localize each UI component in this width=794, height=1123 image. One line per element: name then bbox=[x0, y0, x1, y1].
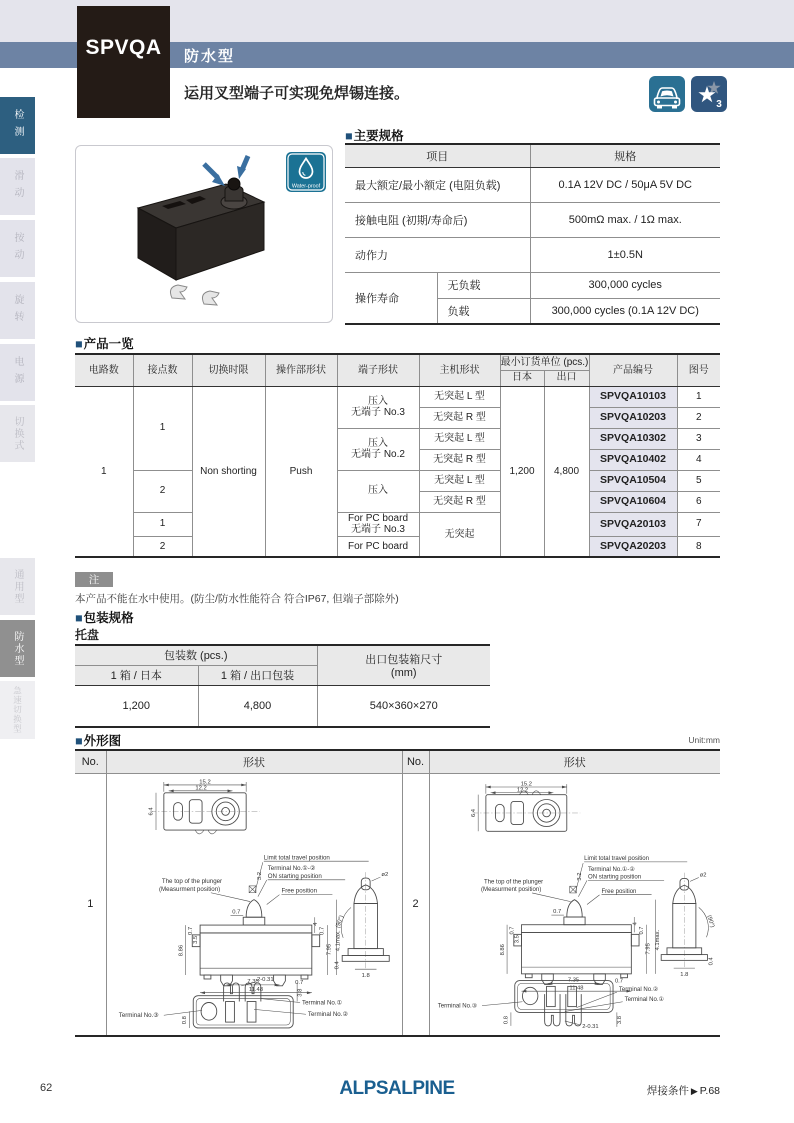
pack-col-japan: 1 箱 / 日本 bbox=[75, 665, 198, 685]
svg-text:0.7: 0.7 bbox=[319, 926, 326, 935]
soldering-conditions-link: 焊接条件 ▶ P.68 bbox=[646, 1085, 720, 1097]
cell-fig-number: 8 bbox=[677, 536, 720, 557]
svg-text:3.8: 3.8 bbox=[297, 988, 304, 997]
cell-housing: 无突起 R 型 bbox=[419, 491, 500, 512]
cell-housing: 无突起 R 型 bbox=[419, 449, 500, 470]
svg-text:Terminal No.①-②: Terminal No.①-② bbox=[267, 864, 316, 872]
svg-text:1.8: 1.8 bbox=[361, 972, 370, 979]
col-part: 产品编号 bbox=[589, 354, 677, 386]
star-count: 3 bbox=[716, 99, 722, 110]
svg-text:0.7: 0.7 bbox=[615, 978, 624, 985]
fig1-position-labels bbox=[159, 854, 369, 904]
sidebar-item-general: 通用型 bbox=[0, 558, 35, 615]
draw-shape-2 bbox=[429, 773, 720, 1036]
svg-text:7.35: 7.35 bbox=[568, 977, 580, 984]
svg-text:6.4: 6.4 bbox=[148, 807, 155, 816]
svg-text:(90°): (90°) bbox=[705, 914, 716, 929]
cell-part-number: SPVQA20203 bbox=[589, 536, 677, 557]
svg-text:11.48: 11.48 bbox=[569, 985, 584, 992]
svg-text:Terminal No.①-②: Terminal No.①-② bbox=[588, 866, 636, 873]
svg-text:ON starting position: ON starting position bbox=[267, 872, 322, 880]
product-list-table bbox=[75, 353, 720, 558]
cell-housing: 无突起 R 型 bbox=[419, 407, 500, 428]
svg-text:Terminal No.②: Terminal No.② bbox=[619, 986, 659, 993]
col-circuits: 电路数 bbox=[75, 354, 133, 386]
col-moq: 最小订货单位 (pcs.) bbox=[500, 354, 589, 370]
sidebar-item-snap: 急速切换型 bbox=[0, 681, 35, 739]
draw-col-shape: 形状 bbox=[429, 750, 720, 773]
cell-timing: Non shorting bbox=[192, 386, 265, 557]
spec-value: 300,000 cycles (0.1A 12V DC) bbox=[530, 298, 720, 324]
spec-item: 接触电阻 (初期/寿命后) bbox=[345, 202, 530, 237]
cell-terminal: For PC board bbox=[337, 536, 419, 557]
svg-text:0.8: 0.8 bbox=[503, 1015, 510, 1024]
fig1-top-view bbox=[149, 779, 260, 833]
cell-contacts: 2 bbox=[133, 470, 192, 512]
pack-export-qty: 4,800 bbox=[198, 685, 317, 727]
fig2-side-view bbox=[500, 899, 661, 992]
cell-part-number: SPVQA10302 bbox=[589, 428, 677, 449]
spec-life-cond: 负载 bbox=[437, 298, 530, 324]
draw-col-shape: 形状 bbox=[106, 750, 402, 773]
svg-text:1.8: 1.8 bbox=[680, 971, 689, 978]
pack-col-qty: 包装数 (pcs.) bbox=[75, 645, 317, 665]
cell-fig-number: 6 bbox=[677, 491, 720, 512]
tagline: 运用叉型端子可实现免焊锡连接。 bbox=[184, 85, 410, 102]
svg-text:4.1max.: 4.1max. bbox=[335, 930, 342, 951]
svg-text:(Measurment position): (Measurment position) bbox=[158, 885, 221, 893]
packaging-subtitle: 托盘 bbox=[75, 628, 100, 642]
svg-text:15.2: 15.2 bbox=[199, 779, 211, 786]
col-timing: 切换时限 bbox=[192, 354, 265, 386]
svg-text:The top of the plunger: The top of the plunger bbox=[161, 877, 223, 885]
svg-text:ø2: ø2 bbox=[381, 871, 389, 878]
car-icon bbox=[649, 76, 685, 112]
note-badge: 注 bbox=[75, 572, 113, 587]
cell-part-number: SPVQA10504 bbox=[589, 470, 677, 491]
cell-part-number: SPVQA10604 bbox=[589, 491, 677, 512]
fig2-position-labels bbox=[481, 856, 687, 904]
svg-text:3.8: 3.8 bbox=[617, 1015, 624, 1024]
cell-terminal: For PC board 无端子 No.3 bbox=[337, 512, 419, 536]
pack-japan-qty: 1,200 bbox=[75, 685, 198, 727]
cell-part-number: SPVQA10402 bbox=[589, 449, 677, 470]
automotive-icon bbox=[649, 76, 685, 112]
svg-text:8.86: 8.86 bbox=[178, 944, 185, 957]
waterproof-label: Water-proof bbox=[291, 183, 321, 190]
col-japan: 日本 bbox=[500, 370, 544, 386]
draw-no-2: 2 bbox=[402, 773, 429, 1036]
svg-text:6.4: 6.4 bbox=[471, 808, 478, 817]
spec-value: 500mΩ max. / 1Ω max. bbox=[530, 202, 720, 237]
svg-text:4: 4 bbox=[313, 922, 320, 926]
svg-text:Terminal No.③: Terminal No.③ bbox=[437, 1003, 478, 1010]
svg-text:0.7: 0.7 bbox=[232, 909, 241, 916]
pack-box-size: 540×360×270 bbox=[317, 685, 490, 727]
products-section-heading: ■产品一览 bbox=[75, 337, 134, 351]
spec-item-life: 操作寿命 bbox=[345, 272, 437, 324]
pack-col-box: 出口包装箱尺寸 (mm) bbox=[317, 645, 490, 685]
fig2-plunger-detail bbox=[661, 872, 715, 977]
svg-text:0.7: 0.7 bbox=[509, 926, 516, 935]
category-label: 防水型 bbox=[184, 47, 236, 65]
cell-terminal: 压入 bbox=[337, 470, 419, 512]
svg-text:0.7: 0.7 bbox=[639, 926, 646, 935]
cell-part-number: SPVQA10203 bbox=[589, 407, 677, 428]
fig2-top-view bbox=[471, 781, 580, 831]
cell-japan: 1,200 bbox=[500, 386, 544, 557]
drawings-section-heading: ■外形图 bbox=[75, 734, 122, 748]
svg-text:Free position: Free position bbox=[601, 888, 637, 895]
spec-life-cond: 无负载 bbox=[437, 272, 530, 298]
cell-part-number: SPVQA20103 bbox=[589, 512, 677, 536]
svg-text:7.95: 7.95 bbox=[326, 943, 333, 956]
cell-housing: 无突起 L 型 bbox=[419, 428, 500, 449]
cell-contacts: 1 bbox=[133, 386, 192, 470]
page-number: 62 bbox=[40, 1082, 53, 1094]
svg-text:12.2: 12.2 bbox=[517, 787, 529, 794]
cell-export: 4,800 bbox=[544, 386, 589, 557]
draw-col-no: No. bbox=[402, 750, 429, 773]
main-spec-table bbox=[345, 143, 720, 325]
col-actuator: 操作部形状 bbox=[265, 354, 337, 386]
svg-text:11.48: 11.48 bbox=[248, 986, 264, 993]
spec-value: 1±0.5N bbox=[530, 237, 720, 272]
svg-text:8.86: 8.86 bbox=[500, 943, 507, 956]
svg-text:Free position: Free position bbox=[281, 887, 318, 895]
packaging-table bbox=[75, 644, 490, 728]
svg-text:0.4: 0.4 bbox=[334, 960, 341, 970]
section-marker-icon: ■ bbox=[345, 129, 353, 143]
svg-text:Terminal No.②: Terminal No.② bbox=[307, 1010, 348, 1018]
svg-text:0.8: 0.8 bbox=[181, 1015, 188, 1024]
svg-text:0.7: 0.7 bbox=[295, 979, 304, 986]
svg-text:Terminal No.③: Terminal No.③ bbox=[118, 1011, 159, 1019]
col-contacts: 接点数 bbox=[133, 354, 192, 386]
cell-contacts: 1 bbox=[133, 512, 192, 536]
cell-terminal: 压入 无端子 No.3 bbox=[337, 386, 419, 428]
cell-part-number: SPVQA10103 bbox=[589, 386, 677, 407]
fig2-bottom-view bbox=[438, 980, 664, 1029]
cell-contacts: 2 bbox=[133, 536, 192, 557]
spec-item: 最大额定/最小额定 (电阻负载) bbox=[345, 167, 530, 202]
svg-text:7.35: 7.35 bbox=[247, 978, 259, 985]
svg-text:Terminal No.①: Terminal No.① bbox=[624, 996, 665, 1003]
svg-text:0.4: 0.4 bbox=[708, 957, 715, 966]
arrow-right-icon: ▶ bbox=[690, 1086, 698, 1096]
cell-circuits: 1 bbox=[75, 386, 133, 557]
outline-drawing-table bbox=[75, 749, 720, 1037]
note-text: 本产品不能在水中使用。(防尘/防水性能符合 符合IP67, 但端子部除外) bbox=[75, 593, 399, 605]
sidebar-item-rotary: 旋转 bbox=[0, 282, 35, 339]
svg-text:The top of the plunger: The top of the plunger bbox=[484, 879, 544, 886]
spec-value: 0.1A 12V DC / 50μA 5V DC bbox=[530, 167, 720, 202]
svg-text:Limit total travel position: Limit total travel position bbox=[263, 854, 330, 862]
svg-text:2-0.31: 2-0.31 bbox=[256, 976, 274, 983]
svg-text:Limit total travel position: Limit total travel position bbox=[584, 855, 650, 862]
svg-text:12.2: 12.2 bbox=[195, 785, 207, 792]
spec-value: 300,000 cycles bbox=[530, 272, 720, 298]
spec-item: 动作力 bbox=[345, 237, 530, 272]
svg-text:0.7: 0.7 bbox=[187, 926, 194, 935]
svg-text:3.2: 3.2 bbox=[256, 871, 263, 880]
unit-note: Unit:mm bbox=[688, 735, 720, 745]
model-name: SPVQA bbox=[85, 36, 162, 59]
cell-fig-number: 7 bbox=[677, 512, 720, 536]
svg-text:(Measurment position): (Measurment position) bbox=[481, 886, 542, 893]
svg-text:(90°): (90°) bbox=[335, 914, 346, 929]
sidebar-item-slide: 滑动 bbox=[0, 158, 35, 215]
svg-text:15.2: 15.2 bbox=[520, 781, 533, 788]
svg-text:3.2: 3.2 bbox=[577, 872, 584, 881]
cell-fig-number: 1 bbox=[677, 386, 720, 407]
spec-section-heading: ■主要规格 bbox=[345, 129, 404, 143]
col-export: 出口 bbox=[544, 370, 589, 386]
cell-fig-number: 4 bbox=[677, 449, 720, 470]
svg-text:Terminal No.①: Terminal No.① bbox=[302, 999, 343, 1007]
sidebar-item-toggle: 切换式 bbox=[0, 405, 35, 462]
svg-text:3.5: 3.5 bbox=[514, 934, 521, 943]
outline-drawing-1 bbox=[107, 776, 401, 1033]
product-photo-panel bbox=[75, 145, 333, 323]
fig1-plunger-detail bbox=[334, 872, 389, 979]
water-drop-icon bbox=[286, 152, 326, 192]
outline-drawing-2 bbox=[430, 776, 719, 1033]
svg-text:ø2: ø2 bbox=[699, 872, 707, 879]
draw-shape-1 bbox=[106, 773, 402, 1036]
sidebar-item-waterproof: 防水型 bbox=[0, 620, 35, 677]
star-icon bbox=[691, 76, 727, 112]
cell-fig-number: 5 bbox=[677, 470, 720, 491]
svg-text:2-0.31: 2-0.31 bbox=[582, 1023, 599, 1030]
col-fig: 图号 bbox=[677, 354, 720, 386]
col-terminal: 端子形状 bbox=[337, 354, 419, 386]
spec-col-item: 项目 bbox=[345, 144, 530, 167]
packaging-section-heading: ■包装规格 bbox=[75, 611, 134, 625]
pack-col-export: 1 箱 / 出口包装 bbox=[198, 665, 317, 685]
cell-actuator: Push bbox=[265, 386, 337, 557]
col-housing: 主机形状 bbox=[419, 354, 500, 386]
cell-housing: 无突起 bbox=[419, 512, 500, 557]
draw-no-1: 1 bbox=[75, 773, 106, 1036]
sidebar-item-push: 按动 bbox=[0, 220, 35, 277]
model-box bbox=[77, 6, 170, 118]
star-rating-badge bbox=[691, 76, 727, 112]
sidebar-item-power: 电源 bbox=[0, 344, 35, 401]
sidebar-item-detect: 检测 bbox=[0, 97, 35, 154]
draw-col-no: No. bbox=[75, 750, 106, 773]
cell-fig-number: 2 bbox=[677, 407, 720, 428]
svg-text:0.7: 0.7 bbox=[553, 908, 562, 915]
cell-fig-number: 3 bbox=[677, 428, 720, 449]
waterproof-badge bbox=[286, 152, 326, 192]
svg-text:7.95: 7.95 bbox=[645, 942, 652, 955]
svg-text:ON starting position: ON starting position bbox=[588, 874, 642, 881]
alps-alpine-logo: ALPSALPINE bbox=[339, 1078, 455, 1099]
svg-text:4.1max.: 4.1max. bbox=[655, 929, 662, 951]
spec-col-spec: 规格 bbox=[530, 144, 720, 167]
svg-text:3.5: 3.5 bbox=[193, 935, 200, 944]
svg-text:4: 4 bbox=[632, 921, 639, 926]
cell-terminal: 压入 无端子 No.2 bbox=[337, 428, 419, 470]
cell-housing: 无突起 L 型 bbox=[419, 470, 500, 491]
cell-housing: 无突起 L 型 bbox=[419, 386, 500, 407]
